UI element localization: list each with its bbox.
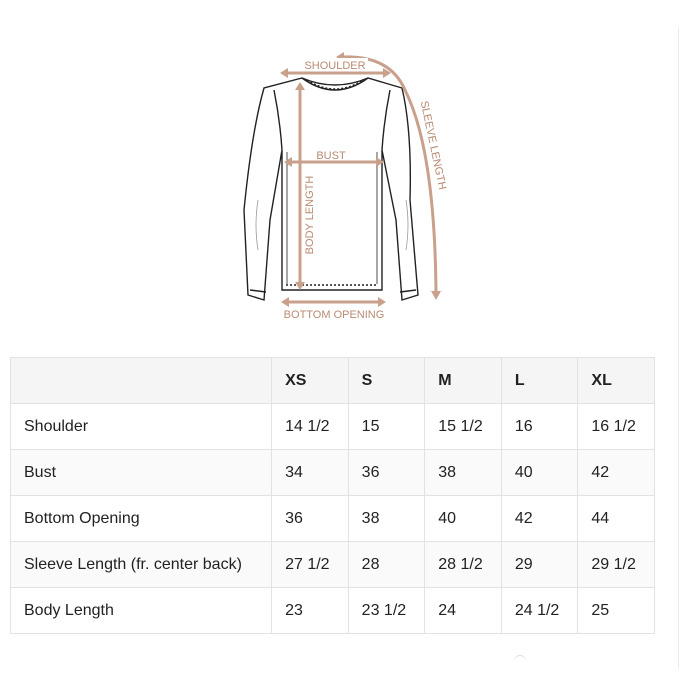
long-sleeve-shirt-illustration bbox=[230, 40, 460, 330]
size-chart-table bbox=[10, 357, 655, 634]
table-row bbox=[11, 450, 655, 496]
size-header-s: S bbox=[348, 358, 425, 404]
table-cell: 36 bbox=[272, 496, 349, 542]
table-cell: 42 bbox=[578, 450, 655, 496]
table-cell: 24 bbox=[425, 588, 502, 634]
table-cell: 27 1/2 bbox=[272, 542, 349, 588]
table-cell: 25 bbox=[578, 588, 655, 634]
header-empty-cell bbox=[11, 358, 272, 404]
table-row bbox=[11, 404, 655, 450]
decorative-arc bbox=[514, 655, 526, 662]
table-row bbox=[11, 588, 655, 634]
shirt-outline bbox=[244, 78, 418, 300]
table-cell: 23 bbox=[272, 588, 349, 634]
table-row bbox=[11, 496, 655, 542]
table-cell: 15 1/2 bbox=[425, 404, 502, 450]
row-label: Sleeve Length (fr. center back) bbox=[11, 542, 272, 588]
table-cell: 23 1/2 bbox=[348, 588, 425, 634]
table-cell: 40 bbox=[425, 496, 502, 542]
table-cell: 42 bbox=[501, 496, 578, 542]
table-header-row bbox=[11, 358, 655, 404]
table-row bbox=[11, 542, 655, 588]
shoulder-label: SHOULDER bbox=[304, 60, 366, 72]
table-cell: 16 bbox=[501, 404, 578, 450]
body-length-label: BODY LENGTH bbox=[304, 175, 316, 255]
size-header-m: M bbox=[425, 358, 502, 404]
table-cell: 29 bbox=[501, 542, 578, 588]
table-cell: 15 bbox=[348, 404, 425, 450]
table-cell: 24 1/2 bbox=[501, 588, 578, 634]
table-cell: 44 bbox=[578, 496, 655, 542]
bust-label: BUST bbox=[316, 150, 346, 162]
row-label: Shoulder bbox=[11, 404, 272, 450]
row-label: Bust bbox=[11, 450, 272, 496]
table-cell: 36 bbox=[348, 450, 425, 496]
table-cell: 29 1/2 bbox=[578, 542, 655, 588]
table-cell: 38 bbox=[348, 496, 425, 542]
table-cell: 28 bbox=[348, 542, 425, 588]
table-cell: 14 1/2 bbox=[272, 404, 349, 450]
page-edge-divider bbox=[678, 28, 679, 668]
table-cell: 38 bbox=[425, 450, 502, 496]
table-cell: 34 bbox=[272, 450, 349, 496]
table-cell: 40 bbox=[501, 450, 578, 496]
table-cell: 28 1/2 bbox=[425, 542, 502, 588]
size-header-xs: XS bbox=[272, 358, 349, 404]
size-header-xl: XL bbox=[578, 358, 655, 404]
row-label: Bottom Opening bbox=[11, 496, 272, 542]
bottom-opening-label: BOTTOM OPENING bbox=[283, 309, 385, 321]
table-cell: 16 1/2 bbox=[578, 404, 655, 450]
row-label: Body Length bbox=[11, 588, 272, 634]
size-header-l: L bbox=[501, 358, 578, 404]
sleeve-length-label: SLEEVE LENGTH bbox=[417, 99, 449, 191]
size-diagram bbox=[230, 40, 460, 330]
